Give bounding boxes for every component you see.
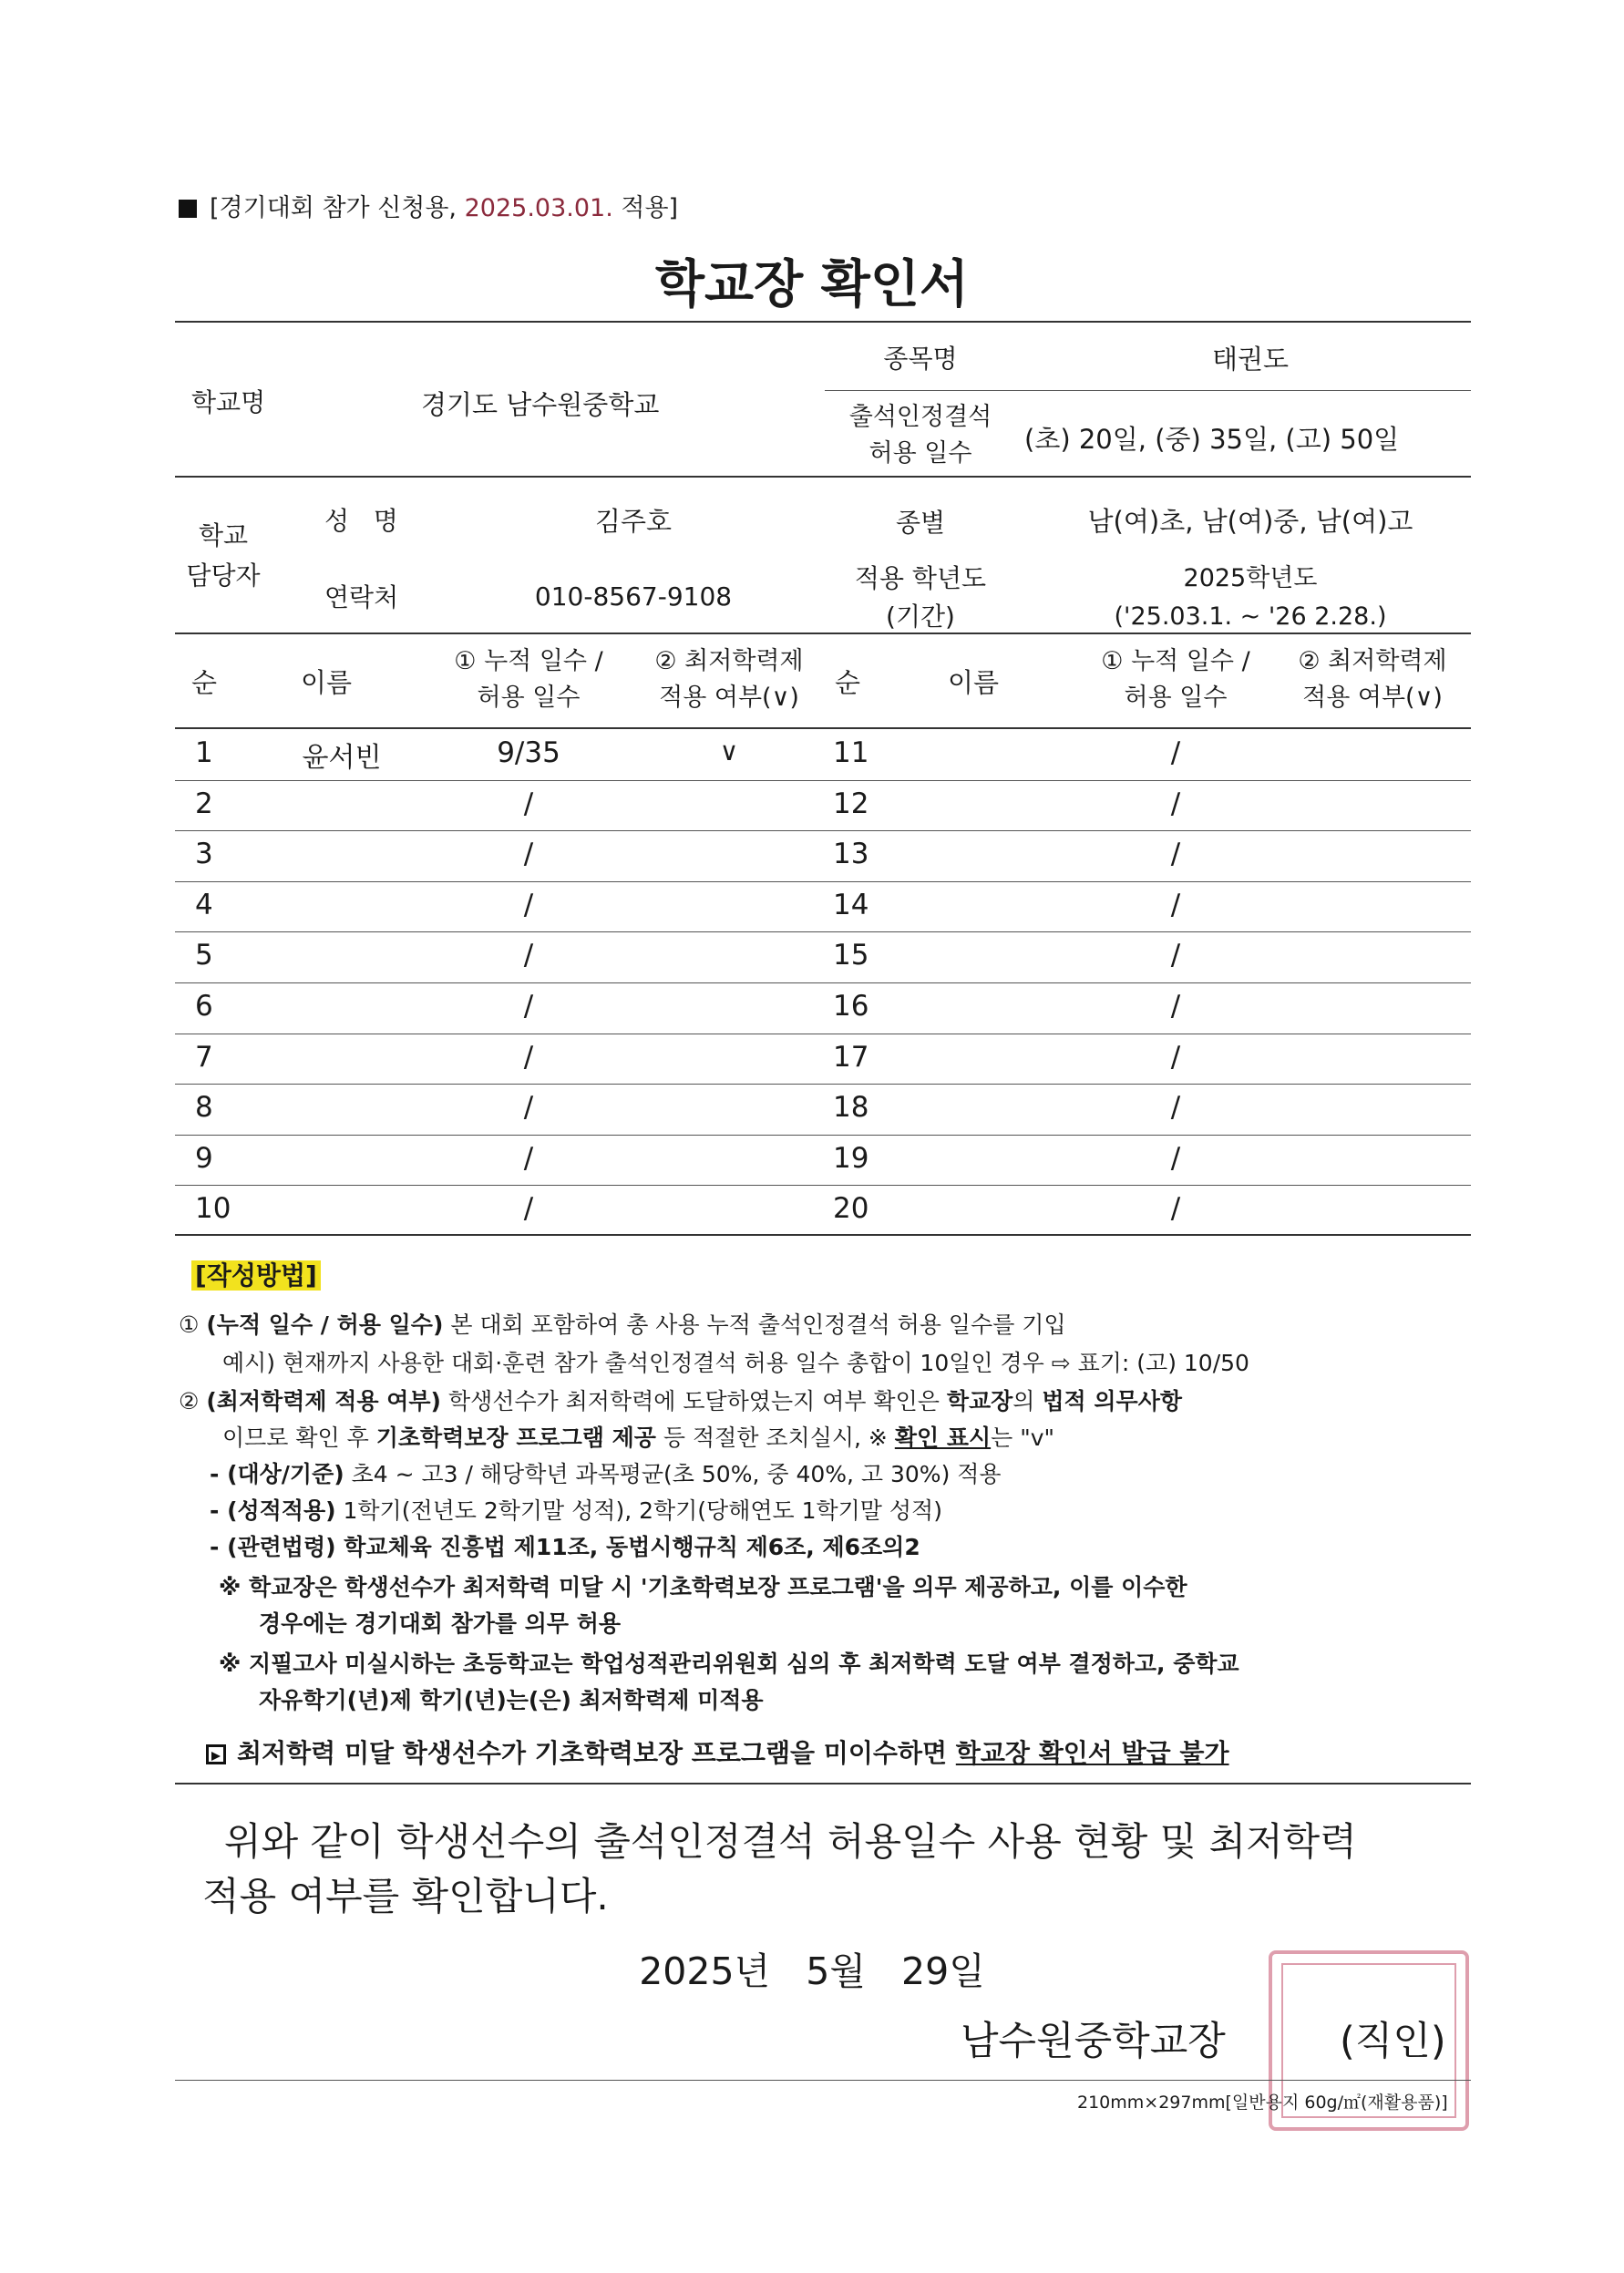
header-no-right: 순: [835, 667, 861, 698]
event-name: 태권도: [1211, 344, 1290, 375]
row-divider: [175, 1135, 1471, 1136]
paper-spec: 210mm×297mm[일반용지 60g/㎡(재활용품)]: [1077, 2093, 1448, 2113]
type-value: 남(여)초, 남(여)중, 남(여)고: [1087, 506, 1413, 537]
event-label: 종목명: [883, 344, 958, 374]
student-name: 윤서빈: [302, 742, 382, 774]
days-used: /: [523, 1192, 534, 1226]
square-bullet-icon: [179, 200, 197, 218]
days-used: /: [1170, 1192, 1181, 1226]
days-used: /: [523, 1141, 534, 1175]
header-days-right: ① 누적 일수 / 허용 일수: [1101, 647, 1250, 712]
contact-label: 연락처: [324, 582, 399, 612]
special-note-2-line2: 자유학기(년)제 학기(년)는(은) 최저학력제 미적용: [259, 1687, 764, 1713]
confirm-date: 2025년 5월 29일: [639, 1949, 985, 1993]
year-value: 2025학년도 ('25.03.1. ~ '26 2.28.): [1114, 564, 1387, 631]
row-number: 17: [833, 1040, 869, 1074]
apply-date: 2025.03.01.: [464, 194, 613, 222]
absence-label: 출석인정결석 허용 일수: [848, 403, 992, 468]
row-number: 3: [195, 838, 213, 871]
note-2-line2: 이므로 확인 후 기초학력보장 프로그램 제공 등 적절한 조치실시, ※ 확인 표시는 "v": [222, 1424, 1055, 1451]
days-used: /: [1170, 888, 1181, 921]
row-divider: [175, 830, 1471, 831]
school-label: 학교명: [191, 387, 266, 417]
seal-label: (직인): [1340, 2019, 1446, 2064]
days-used: /: [1170, 1040, 1181, 1074]
row-divider: [175, 881, 1471, 882]
form-note: [경기대회 참가 신청용, 2025.03.01. 적용]: [179, 188, 678, 223]
days-used: /: [523, 838, 534, 871]
row-number: 20: [833, 1192, 869, 1226]
row-divider: [175, 931, 1471, 932]
row-number: 2: [195, 787, 213, 820]
days-used: /: [1170, 838, 1181, 871]
table-header-line: [175, 727, 1471, 729]
row-number: 11: [833, 736, 869, 769]
header-days-left: ① 누적 일수 / 허용 일수: [454, 647, 603, 712]
row-number: 7: [195, 1040, 213, 1074]
table-bottom-line: [175, 1234, 1471, 1236]
row-number: 8: [195, 1091, 213, 1125]
days-used: /: [1170, 1141, 1181, 1175]
footer-line: [175, 2080, 1471, 2081]
days-used: /: [523, 1091, 534, 1125]
special-note-1-line2: 경우에는 경기대회 참가를 의무 허용: [259, 1610, 622, 1637]
boxed-arrow-icon: [206, 1744, 226, 1764]
row-number: 6: [195, 990, 213, 1023]
row-divider: [175, 1185, 1471, 1186]
special-note-2: ※ 지필고사 미실시하는 초등학교는 학업성적관리위원회 심의 후 최저학력 도달 여부 결정하고, 중학교: [219, 1651, 1239, 1677]
signer-name: 남수원중학교장: [961, 2019, 1226, 2064]
days-used: /: [523, 888, 534, 921]
days-used: /: [523, 939, 534, 972]
detail-grade: - (성적적용) 1학기(전년도 2학기말 성적), 2학기(당해연도 1학기말 성적): [210, 1497, 942, 1524]
days-used: /: [1170, 990, 1181, 1023]
row-number: 18: [833, 1091, 869, 1125]
min-grade-check: ∨: [719, 736, 739, 766]
detail-law: - (관련법령) 학교체육 진흥법 제11조, 동법시행규칙 제6조, 제6조의2: [210, 1534, 920, 1560]
row-number: 15: [833, 939, 869, 972]
row-divider: [175, 1084, 1471, 1085]
row-number: 19: [833, 1141, 869, 1175]
warning-note: 최저학력 미달 학생선수가 기초학력보장 프로그램을 미이수하면 학교장 확인서 발급 불가: [206, 1733, 1229, 1770]
row-number: 4: [195, 888, 213, 921]
row-number: 12: [833, 787, 869, 820]
days-used: /: [1170, 787, 1181, 820]
row-number: 10: [195, 1192, 231, 1226]
type-label: 종별: [895, 508, 946, 538]
days-used: /: [523, 787, 534, 820]
instructions-title: [작성방법]: [191, 1256, 321, 1292]
header-no-left: 순: [191, 667, 218, 698]
header-name-right: 이름: [948, 667, 1000, 698]
confirm-line-2: 적용 여부를 확인합니다.: [202, 1874, 609, 1918]
info-sub-line: [825, 390, 1471, 391]
absence-days: (초) 20일, (중) 35일, (고) 50일: [1024, 424, 1400, 455]
contact-number: 010-8567-9108: [534, 581, 733, 612]
days-used: /: [523, 990, 534, 1023]
info-mid-line: [175, 476, 1471, 478]
confirm-line-1: 위와 같이 학생선수의 출석인정결석 허용일수 사용 현황 및 최저학력: [224, 1819, 1357, 1864]
name-label: 성 명: [324, 506, 398, 536]
days-used: /: [1170, 1091, 1181, 1125]
days-used: 9/35: [497, 736, 560, 769]
row-number: 16: [833, 990, 869, 1023]
manager-name: 김주호: [594, 506, 673, 537]
manager-label: 학교 담당자: [186, 520, 261, 591]
header-apply-right: ② 최저학력제 적용 여부(∨): [1298, 647, 1447, 712]
school-name: 경기도 남수원중학교: [421, 389, 660, 420]
row-divider: [175, 780, 1471, 781]
days-used: /: [1170, 736, 1181, 769]
note-2: ② (최저학력제 적용 여부) 학생선수가 최저학력에 도달하였는지 여부 확인은 학교장의 법적 의무사항: [179, 1388, 1183, 1414]
header-name-left: 이름: [301, 667, 353, 698]
document-title: 학교장 확인서: [654, 255, 970, 314]
note-1-example: 예시) 현재까지 사용한 대회·훈련 참가 출석인정결석 허용 일수 총합이 10일인 경우 ⇨ 표기: (고) 10/50: [222, 1350, 1249, 1376]
row-number: 13: [833, 838, 869, 871]
row-number: 1: [195, 736, 213, 769]
info-top-line: [175, 321, 1471, 323]
row-divider: [175, 982, 1471, 983]
days-used: /: [523, 1040, 534, 1074]
row-number: 9: [195, 1141, 213, 1175]
detail-target: - (대상/기준) 초4 ~ 고3 / 해당학년 과목평균(초 50%, 중 40%, 고 30%) 적용: [210, 1461, 1002, 1487]
special-note-1: ※ 학교장은 학생선수가 최저학력 미달 시 '기초학력보장 프로그램'을 의무 제공하고, 이를 이수한: [219, 1574, 1187, 1600]
notes-bottom-line: [175, 1783, 1471, 1784]
row-number: 5: [195, 939, 213, 972]
header-apply-left: ② 최저학력제 적용 여부(∨): [654, 647, 804, 712]
year-label: 적용 학년도 (기간): [854, 563, 987, 632]
row-number: 14: [833, 888, 869, 921]
days-used: /: [1170, 939, 1181, 972]
note-1: ① (누적 일수 / 허용 일수) 본 대회 포함하여 총 사용 누적 출석인정결석 허용 일수를 기입: [179, 1311, 1066, 1338]
